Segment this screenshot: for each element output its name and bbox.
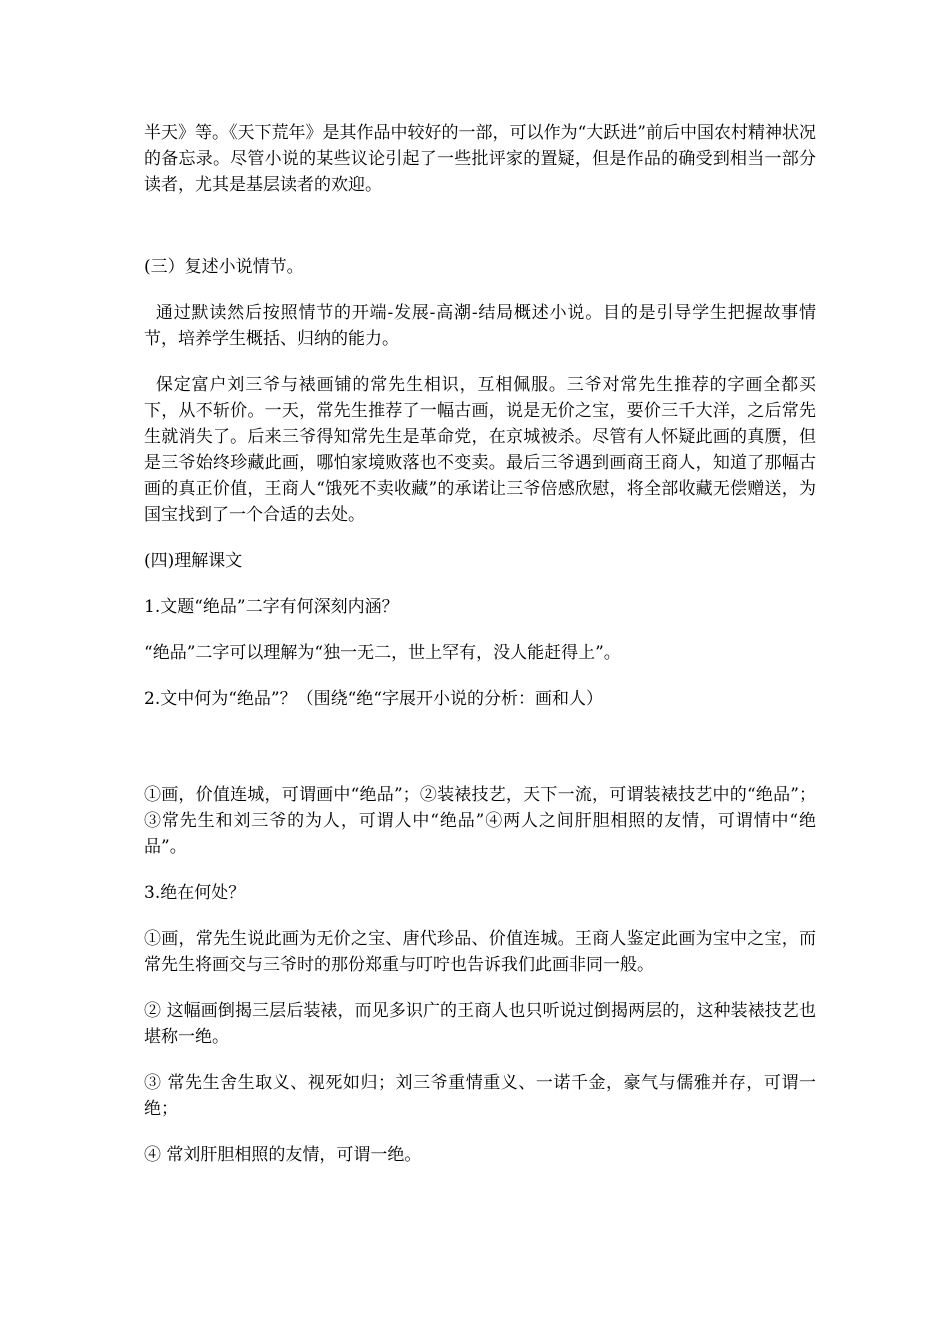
section-heading-three: (三）复述小说情节。 bbox=[144, 257, 304, 277]
paragraph-plot-summary: 保定富户刘三爷与裱画铺的常先生相识，互相佩服。三爷对常先生推荐的字画全都买下，从不斩价。一天，常先生推荐了一幅古画，说是无价之宝，要价三千大洋，之后常先生就消失了。后来三爷得知常先生是革命党，在京城被杀。尽管有人怀疑此画的真赝，但是三爷始终珍藏此画，哪怕家境败落也不变卖。最后三爷遇到画商王商人，知道了那幅古画的真正价值，王商人“饿死不卖收藏”的承诺让三爷倍感欣慰，将全部收藏无偿赠送，为国宝找到了一个合适的去处。 bbox=[144, 375, 816, 525]
answer-1: “绝品”二字可以理解为“独一无二，世上罕有，没人能赶得上”。 bbox=[144, 643, 621, 663]
answer-3-item-2: ② 这幅画倒揭三层后装裱，而见多识广的王商人也只听说过倒揭两层的，这种装裱技艺也堪称一绝。 bbox=[144, 1001, 816, 1047]
question-3: 3.绝在何处？ bbox=[144, 883, 246, 903]
answer-3-item-3: ③ 常先生舍生取义、视死如归；刘三爷重情重义、一诺千金，豪气与儒雅并存，可谓一绝； bbox=[144, 1073, 816, 1119]
paragraph-retell-method: 通过默读然后按照情节的开端-发展-高潮-结局概述小说。目的是引导学生把握故事情节，培养学生概括、归纳的能力。 bbox=[144, 303, 816, 349]
answer-3-item-4: ④ 常刘肝胆相照的友情，可谓一绝。 bbox=[144, 1145, 422, 1165]
question-1: 1.文题“绝品”二字有何深刻内涵？ bbox=[144, 597, 399, 617]
question-2: 2.文中何为“绝品”？（围绕“绝“字展开小说的分析：画和人） bbox=[144, 689, 603, 709]
document-page bbox=[144, 120, 816, 1168]
answer-3-item-1: ①画，常先生说此画为无价之宝、唐代珍品、价值连城。王商人鉴定此画为宝中之宝，而常先生将画交与三爷时的那份郑重与叮咛也告诉我们此画非同一般。 bbox=[144, 929, 816, 975]
section-heading-four: (四)理解课文 bbox=[144, 551, 243, 571]
answer-2: ①画，价值连城，可谓画中“绝品”；②装裱技艺，天下一流，可谓装裱技艺中的“绝品”；③常先生和刘三爷的为人，可谓人中“绝品”④两人之间肝胆相照的友情，可谓情中“绝品”。 bbox=[144, 785, 816, 857]
paragraph-intro: 半天》等。《天下荒年》是其作品中较好的一部，可以作为“大跃进”前后中国农村精神状况的备忘录。尽管小说的某些议论引起了一些批评家的置疑，但是作品的确受到相当一部分读者，尤其是基层读者的欢迎。 bbox=[144, 123, 816, 195]
